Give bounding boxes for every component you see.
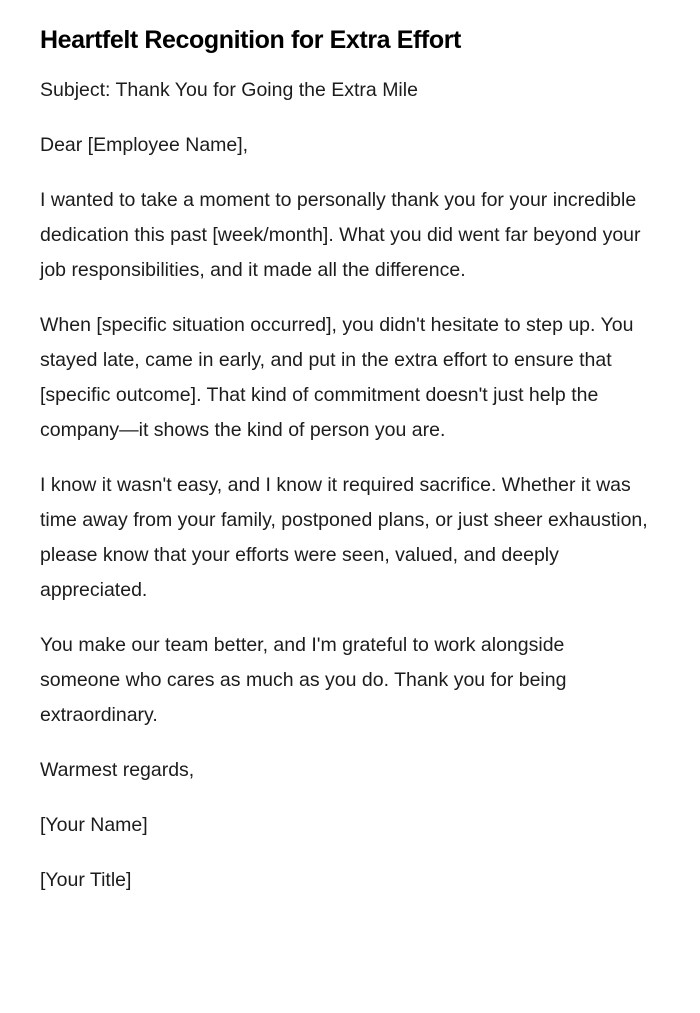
letter-title: Heartfelt Recognition for Extra Effort xyxy=(40,26,461,54)
body-paragraph-2: When [specific situation occurred], you didn't hesitate to step up. You stayed late, came in early, and put in the extra effort to ensure that [specific outcome]. That kind of commitment doesn't just help the company—it shows the kind of person you are. xyxy=(40,314,634,441)
body-paragraph-3: I know it wasn't easy, and I know it required sacrifice. Whether it was time away from your family, postponed plans, or just sheer exhaustion, please know that your efforts were seen, valued, and deeply appreciated. xyxy=(40,474,648,601)
closing: Warmest regards, xyxy=(40,759,195,781)
signature-title: [Your Title] xyxy=(40,869,132,891)
subject-line: Subject: Thank You for Going the Extra Mile xyxy=(40,79,418,101)
body-paragraph-1: I wanted to take a moment to personally thank you for your incredible dedication this past [week/month]. What you did went far beyond your job responsibilities, and it made all the difference. xyxy=(40,189,641,281)
body-paragraph-4: You make our team better, and I'm grateful to work alongside someone who cares as much as you do. Thank you for being extraordinary. xyxy=(40,634,567,726)
salutation: Dear [Employee Name], xyxy=(40,134,249,156)
signature-name: [Your Name] xyxy=(40,814,148,836)
